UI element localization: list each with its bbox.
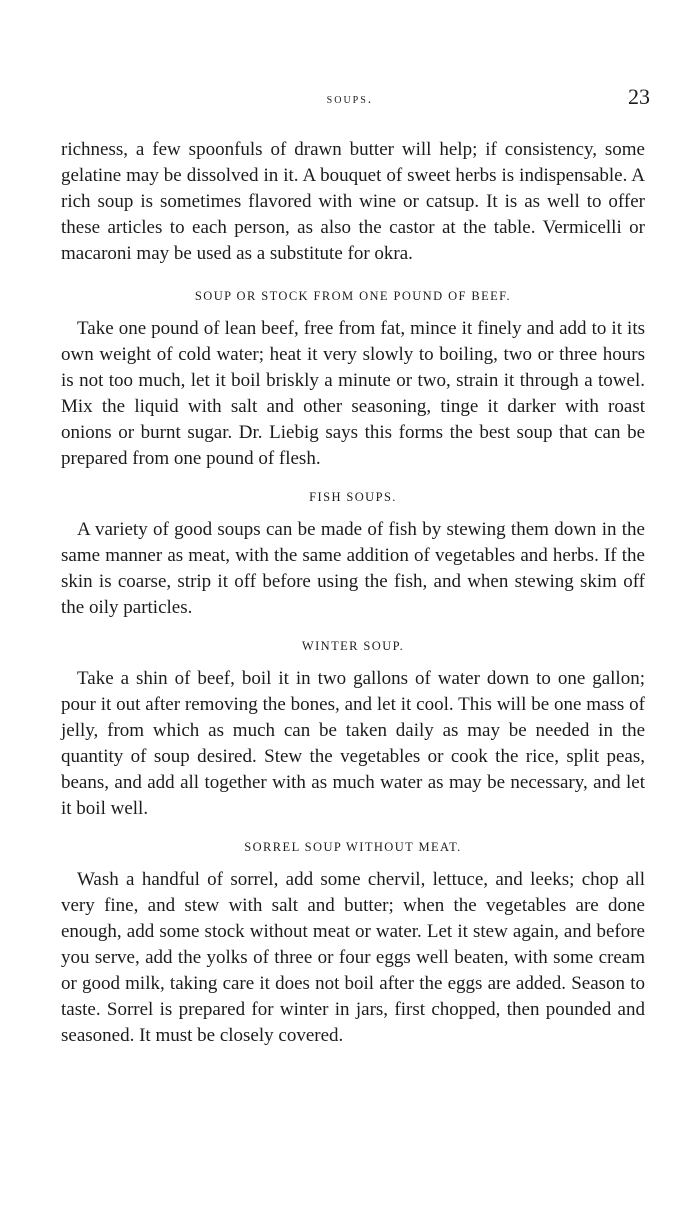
paragraph-soup-or-stock: Take one pound of lean beef, free from fat, mince it finely and add to it its own weight of cold water; heat it very slowly to boiling, two or three hours is not too much, let it boil briskly a minute or two, strain it through a towel. Mix the liquid with salt and other seasoning, tinge it darker with roast onions or burnt sugar. Dr. Liebig says this forms the best soup that can be prepared from one pound of flesh. bbox=[61, 318, 645, 469]
paragraph-continuation: richness, a few spoonfuls of drawn butter will help; if consistency, some gelatine may be dissolved in it. A bouquet of sweet herbs is indispensable. A rich soup is sometimes flavored with wine or catsup. It is as well to offer these articles to each person, as also the castor at the table. Vermicelli or macaroni may be used as a substitute for okra. bbox=[61, 139, 645, 264]
heading-sorrel-soup: SORREL SOUP WITHOUT MEAT. bbox=[244, 840, 462, 854]
heading-winter-soup: WINTER SOUP. bbox=[301, 639, 405, 653]
paragraph-fish-soups: A variety of good soups can be made of fish by stewing them down in the same manner as meat, with the same addition of vegetables and herbs. If the skin is coarse, strip it off before using the fish, and when stewing skim off the oily particles. bbox=[61, 519, 645, 618]
page-number: 23 bbox=[628, 84, 650, 109]
heading-fish-soups: FISH SOUPS. bbox=[309, 490, 397, 504]
paragraph-sorrel-soup: Wash a handful of sorrel, add some chervil, lettuce, and leeks; chop all very fine, and stew with salt and butter; when the vegetables are done enough, add some stock without meat or water. Let it stew again, and before you serve, add the yolks of three or four eggs well beaten, with some cream or good milk, taking care it does not boil after the eggs are added. Season to taste. Sorrel is prepared for winter in jars, first chopped, then pounded and seasoned. It must be closely covered. bbox=[61, 869, 645, 1046]
heading-soup-or-stock: SOUP OR STOCK FROM ONE POUND OF BEEF. bbox=[194, 289, 512, 303]
paragraph-winter-soup: Take a shin of beef, boil it in two gallons of water down to one gallon; pour it out after removing the bones, and let it cool. This will be one mass of jelly, from which as much can be taken daily as may be needed in the quantity of soup desired. Stew the vegetables or cook the rice, split peas, beans, and add all together with as much water as may be necessary, and let it boil well. bbox=[61, 668, 645, 819]
running-head: soups. bbox=[326, 92, 374, 107]
page-body bbox=[61, 137, 645, 1049]
